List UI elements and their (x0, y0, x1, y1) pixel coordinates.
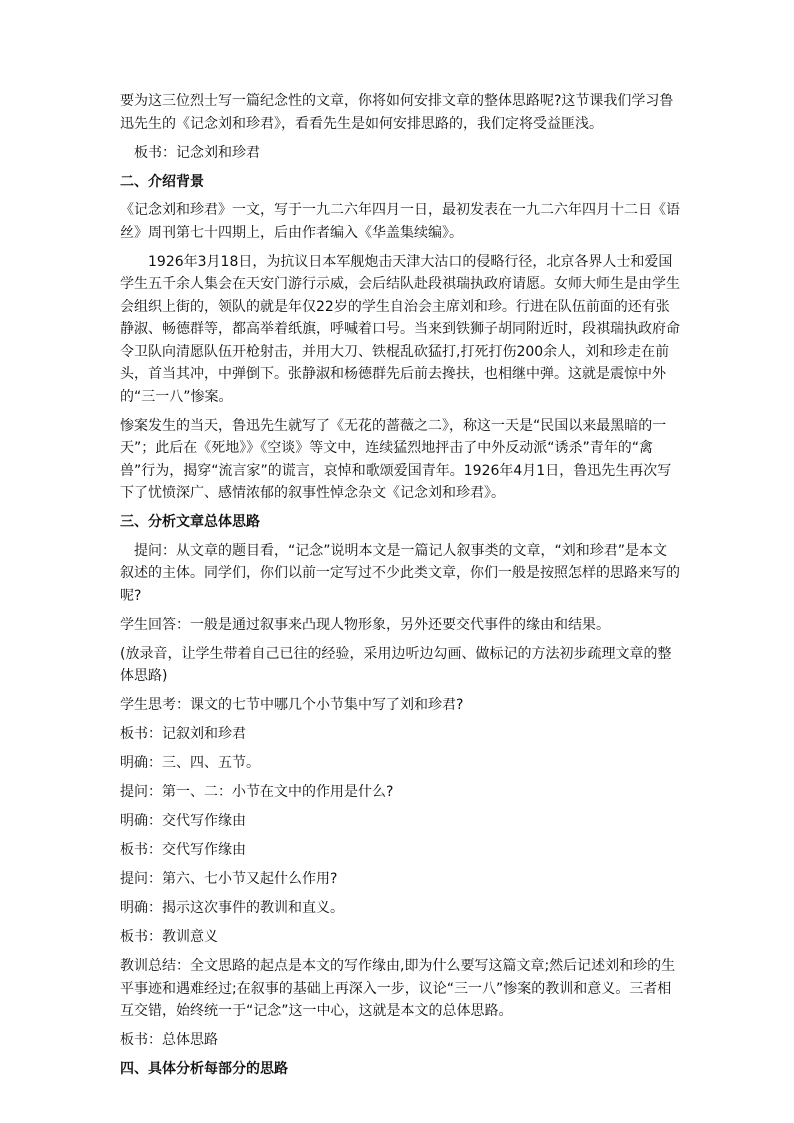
paragraph-intro: 要为这三位烈士写一篇纪念性的文章，你将如何安排文章的整体思路呢?这节课我们学习鲁迅先生的《记念刘和珍君》，看看先生是如何安排思路的，我们定将受益匪浅。 (120, 93, 674, 132)
paragraph-student-think: 学生思考：课文的七节中哪几个小节集中写了刘和珍君? (120, 697, 464, 713)
paragraph-publication-info: 《记念刘和珍君》一文，写于一九二六年四月一日，最初发表在一九二六年四月十二日《语丝》周刊第七十四期上，后由作者编入《华盖集续编》。 (120, 202, 680, 241)
paragraph-clarify-lesson: 明确：揭示这次事件的教训和直义。 (120, 900, 344, 916)
paragraph-lu-xun-response: 惨案发生的当天，鲁迅先生就写了《无花的蔷薇之二》，称这一天是“民国以来最黑暗的一天”；此后在《死地》》《空谈》等文中，连续猛烈地抨击了中外反动派“诱杀”青年的“禽兽”行为，揭穿“流言家”的谎言，哀悼和歌颂爱国青年。1926年4月1日，鲁迅先生再次写下了忧愤深广、感情浓郁的叙事性悼念杂文《记念刘和珍君》。 (120, 417, 672, 501)
paragraph-question-role: 提问：第一、二：小节在文中的作用是什么? (120, 784, 394, 800)
paragraph-listening-note: (放录音，让学生带着自己已往的经验，采用边听边勾画、做标记的方法初步疏理文章的整体思路) (120, 645, 672, 684)
document-page (120, 90, 680, 1087)
board-note-title: 板书：记念刘和珍君 (134, 144, 260, 161)
paragraph-student-answer: 学生回答：一般是通过叙事来凸现人物形象，另外还要交代事件的缘由和结果。 (120, 616, 610, 633)
paragraph-clarify-reason: 明确：交代写作缘由 (120, 813, 246, 829)
board-note-reason: 板书：交代写作缘由 (120, 842, 246, 858)
paragraph-summary: 教训总结：全文思路的起点是本文的写作缘由,即为什么要写这篇文章;然后记述刘和珍的生平事迹和遇难经过;在叙事的基础上再深入一步，议论“三一八”惨案的教训和意义。三者相互交错，始终统一于“记念”这一中心，这就是本文的总体思路。 (120, 958, 676, 1019)
section-heading-background: 二、介绍背景 (120, 173, 204, 190)
paragraph-march-18-event: 1926年3月18日，为抗议日本军舰炮击天津大沽口的侵略行径，北京各界人士和爱国学生五千余人集会在天安门游行示威，会后结队赴段祺瑞执政府请愿。女师大师生是由学生会组织上街的，领队的就是年仅22岁的学生自治会主席刘和珍。行进在队伍前面的还有张静淑、畅德群等，都高举着纸旗，呼喊着口号。当来到铁狮子胡同附近时，段祺瑞执政府命令卫队向清愿队伍开枪射击，并用大刀、铁棍乱砍猛打,打死打伤200余人，刘和珍走在前头，首当其冲，中弹倒下。张静淑和杨德群先后前去搀扶，也相继中弹。这就是震惊中外的“三一八”惨案。 (120, 253, 680, 405)
section-heading-detail-analysis: 四、具体分析每部分的思路 (120, 1061, 288, 1077)
paragraph-clarify-sections: 明确：三、四、五节。 (120, 755, 260, 771)
board-note-narrate: 板书：记叙刘和珍君 (120, 726, 246, 742)
board-note-lesson: 板书：教训意义 (120, 929, 218, 945)
paragraph-question-function: 提问：第六、七小节又起什么作用? (120, 871, 338, 887)
section-heading-overall-structure: 三、分析文章总体思路 (120, 514, 260, 530)
board-note-overall: 板书：总体思路 (120, 1032, 218, 1048)
paragraph-question-title: 提问：从文章的题目看，“记念”说明本文是一篇记人叙事类的文章，“刘和珍君”是本文叙述的主体。同学们，你们以前一定写过不少此类文章，你们一般是按照怎样的思路来写的呢? (120, 542, 680, 604)
